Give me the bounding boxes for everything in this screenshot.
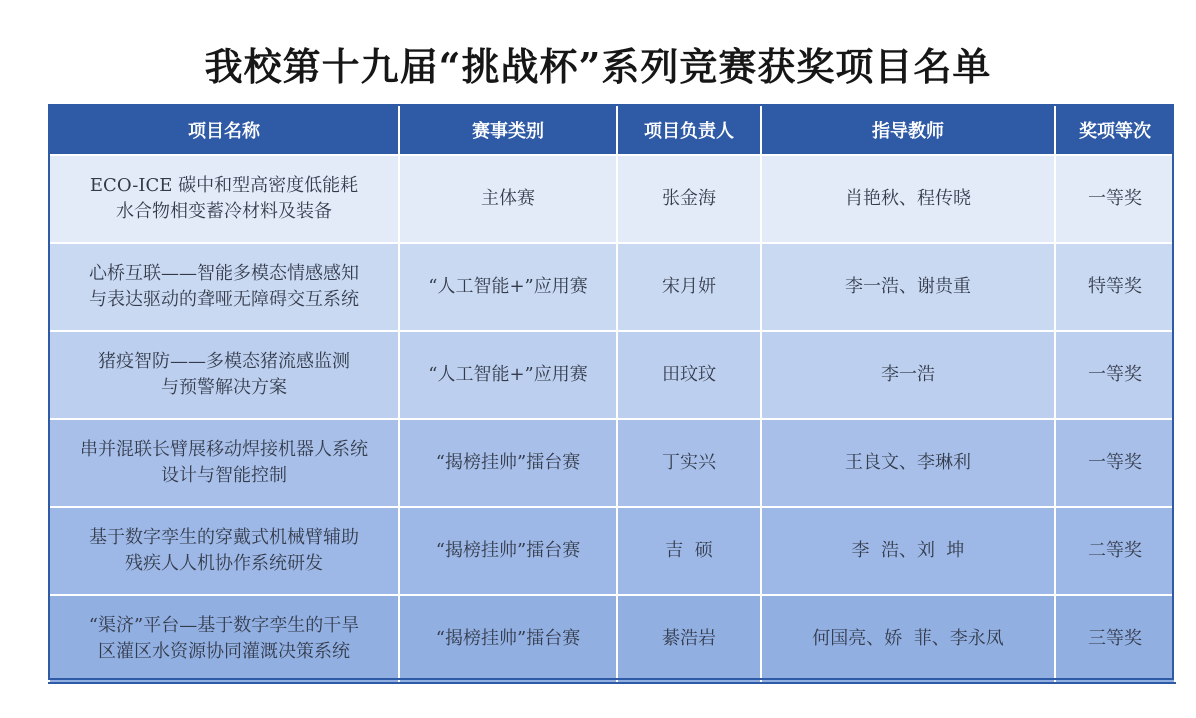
table-header-row [49,105,1175,155]
category-cell: 主体赛 [399,155,617,243]
award-cell: 一等奖 [1055,419,1175,507]
project-name-cell [49,419,399,507]
table-row [49,507,1175,595]
project-name-line: 基于数字孪生的穿戴式机械臂辅助 [89,527,359,548]
project-name-line: 与预警解决方案 [161,377,287,398]
project-name-line: 区灌区水资源协同灌溉决策系统 [98,641,350,662]
award-cell: 一等奖 [1055,331,1175,419]
category-cell: “揭榜挂帅”擂台赛 [399,419,617,507]
project-name-cell [49,595,399,683]
leader-cell: 田玟玟 [617,331,761,419]
project-name-line: 残疾人人机协作系统研发 [125,553,323,574]
project-name-line: 与表达驱动的聋哑无障碍交互系统 [89,289,359,310]
table-row [49,595,1175,683]
project-name-line: ECO-ICE 碳中和型高密度低能耗 [89,175,359,196]
award-cell: 一等奖 [1055,155,1175,243]
advisors-cell: 肖艳秋、程传晓 [761,155,1055,243]
header-category: 赛事类别 [399,105,617,155]
category-cell: “人工智能+”应用赛 [399,331,617,419]
project-name-cell [49,155,399,243]
header-leader: 项目负责人 [617,105,761,155]
advisors-cell: 王良文、李琳利 [761,419,1055,507]
table-row [49,419,1175,507]
page-title: 我校第十九届“挑战杯”系列竞赛获奖项目名单 [204,44,992,89]
project-name-line: 串并混联长臂展移动焊接机器人系统 [80,439,368,460]
advisors-cell: 李 浩、刘 坤 [761,507,1055,595]
leader-cell: 綦浩岩 [617,595,761,683]
header-award: 奖项等次 [1055,105,1175,155]
award-cell: 特等奖 [1055,243,1175,331]
leader-cell: 宋月妍 [617,243,761,331]
project-name-cell [49,243,399,331]
project-name-line: 设计与智能控制 [161,465,287,486]
leader-cell: 张金海 [617,155,761,243]
header-advisors: 指导教师 [761,105,1055,155]
project-name-line: 心桥互联——智能多模态情感感知 [89,263,359,284]
project-name-cell [49,507,399,595]
header-project-name: 项目名称 [49,105,399,155]
award-cell: 二等奖 [1055,507,1175,595]
table-row [49,243,1175,331]
project-name-cell [49,331,399,419]
advisors-cell: 李一浩 [761,331,1055,419]
leader-cell: 丁实兴 [617,419,761,507]
award-cell: 三等奖 [1055,595,1175,683]
leader-cell: 吉 硕 [617,507,761,595]
project-name-line: “渠济”平台—基于数字孪生的干旱 [88,615,360,636]
project-name-line: 水合物相变蓄冷材料及装备 [116,201,332,222]
category-cell: “揭榜挂帅”擂台赛 [399,507,617,595]
advisors-cell: 何国亮、娇 菲、李永凤 [761,595,1055,683]
project-name-line: 猪疫智防——多模态猪流感监测 [98,351,350,372]
table-row [49,331,1175,419]
category-cell: “揭榜挂帅”擂台赛 [399,595,617,683]
table-row [49,155,1175,243]
category-cell: “人工智能+”应用赛 [399,243,617,331]
advisors-cell: 李一浩、谢贵重 [761,243,1055,331]
awards-table [48,104,1176,684]
